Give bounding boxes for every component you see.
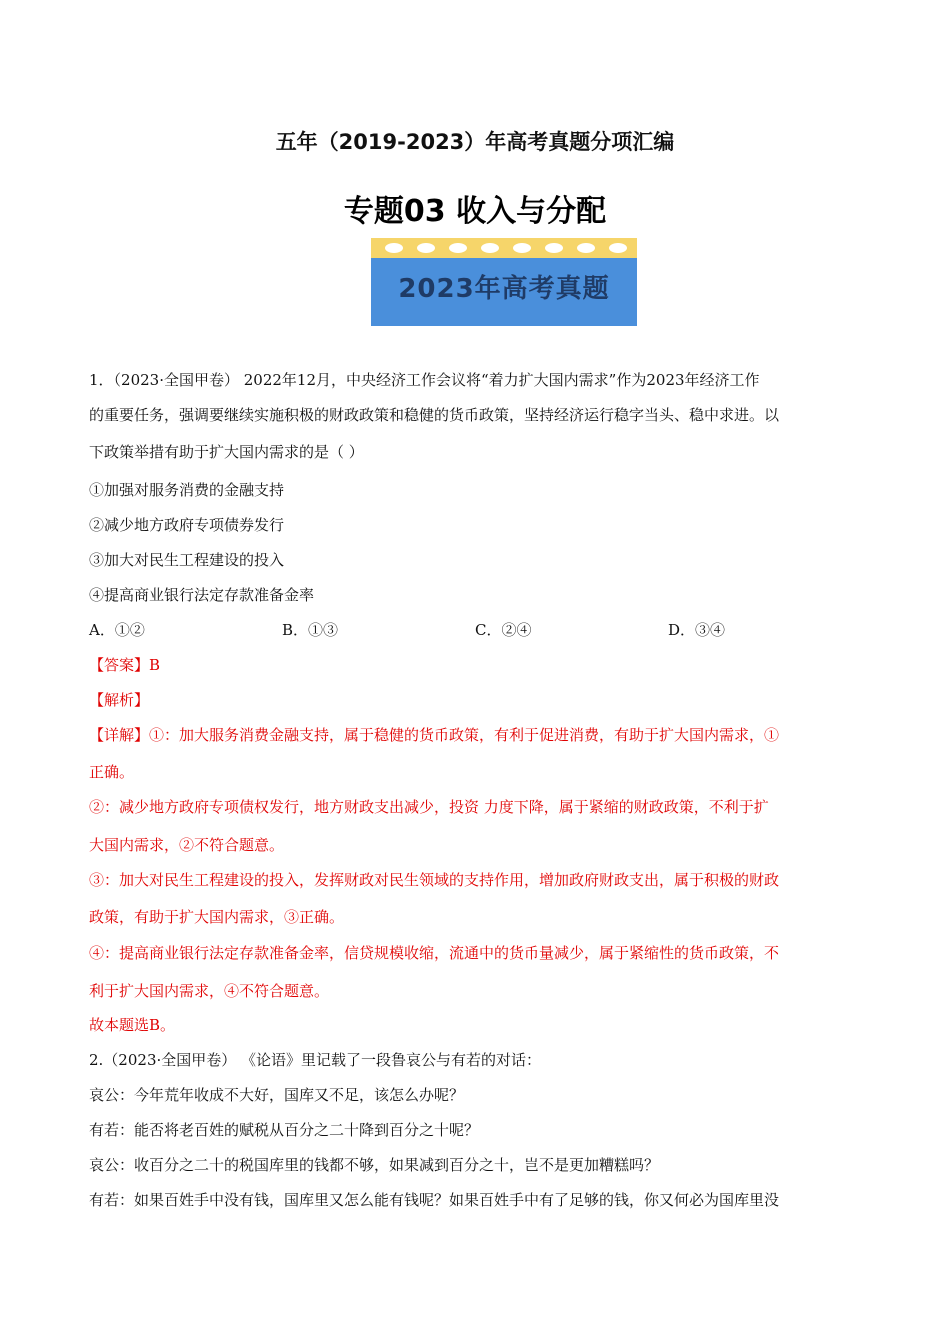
q1-detail-line: ④：提高商业银行法定存款准备金率，信贷规模收缩，流通中的货币量减少，属于紧缩性的货币政策，不 <box>89 944 780 962</box>
banner-dot <box>385 243 403 253</box>
q1-detail-line: 政策，有助于扩大国内需求，③正确。 <box>89 908 345 926</box>
q1-detail-line: 【详解】①：加大服务消费金融支持，属于稳健的货币政策，有利于促进消费，有助于扩大国内需求，① <box>89 726 780 744</box>
q1-conclusion: 故本题选B。 <box>89 1016 176 1034</box>
q1-option-c: C．②④ <box>475 621 532 639</box>
topic-title: 专题03 收入与分配 <box>343 194 607 229</box>
q1-detail-line: 利于扩大国内需求，④不符合题意。 <box>89 982 330 1000</box>
q1-item: ④提高商业银行法定存款准备金率 <box>89 586 315 604</box>
q1-item: ①加强对服务消费的金融支持 <box>89 481 285 499</box>
banner-label: 2023年高考真题 <box>398 274 610 304</box>
q1-item: ②减少地方政府专项债券发行 <box>89 516 285 534</box>
banner-dot <box>609 243 627 253</box>
q1-stem-line: 1．（2023·全国甲卷） 2022年12月，中央经济工作会议将“着力扩大国内需求”作为2023年经济工作 <box>89 371 760 389</box>
q1-stem-line: 下政策举措有助于扩大国内需求的是（ ） <box>89 443 364 461</box>
q2-stem: 2.（2023·全国甲卷） 《论语》里记载了一段鲁哀公与有若的对话： <box>89 1051 542 1069</box>
q2-dialogue-line: 有若：能否将老百姓的赋税从百分之二十降到百分之十呢？ <box>89 1121 480 1139</box>
banner-dot <box>513 243 531 253</box>
q1-option-b: B．①③ <box>282 621 339 639</box>
year-banner <box>371 238 637 326</box>
q1-item: ③加大对民生工程建设的投入 <box>89 551 285 569</box>
series-title: 五年（2019-2023）年高考真题分项汇编 <box>275 130 675 154</box>
q1-analysis-label: 【解析】 <box>89 691 150 709</box>
q1-detail-line: ③：加大对民生工程建设的投入，发挥财政对民生领域的支持作用，增加政府财政支出，属于积极的财政 <box>89 871 780 889</box>
q1-detail-line: 大国内需求，②不符合题意。 <box>89 836 285 854</box>
q1-stem-line: 的重要任务，强调要继续实施积极的财政政策和稳健的货币政策，坚持经济运行稳字当头、稳中求进。以 <box>89 406 780 424</box>
q2-dialogue-line: 哀公：收百分之二十的税国库里的钱都不够，如果减到百分之十，岂不是更加糟糕吗？ <box>89 1156 660 1174</box>
q1-detail-line: ②：减少地方政府专项债权发行，地方财政支出减少，投资 力度下降，属于紧缩的财政政策，不利于扩 <box>89 798 769 816</box>
banner-dot <box>577 243 595 253</box>
q1-detail-line: 正确。 <box>89 763 135 781</box>
q1-option-d: D．③④ <box>668 621 726 639</box>
q2-dialogue-line: 有若：如果百姓手中没有钱，国库里又怎么能有钱呢？如果百姓手中有了足够的钱，你又何必为国库里没 <box>89 1191 780 1209</box>
q1-answer: 【答案】B <box>89 656 161 674</box>
banner-dot <box>545 243 563 253</box>
banner-dot <box>417 243 435 253</box>
q2-dialogue-line: 哀公：今年荒年收成不大好，国库又不足，该怎么办呢？ <box>89 1086 465 1104</box>
q1-option-a: A．①② <box>89 621 145 639</box>
banner-strip <box>371 238 637 258</box>
banner-dot <box>449 243 467 253</box>
banner-dot <box>481 243 499 253</box>
